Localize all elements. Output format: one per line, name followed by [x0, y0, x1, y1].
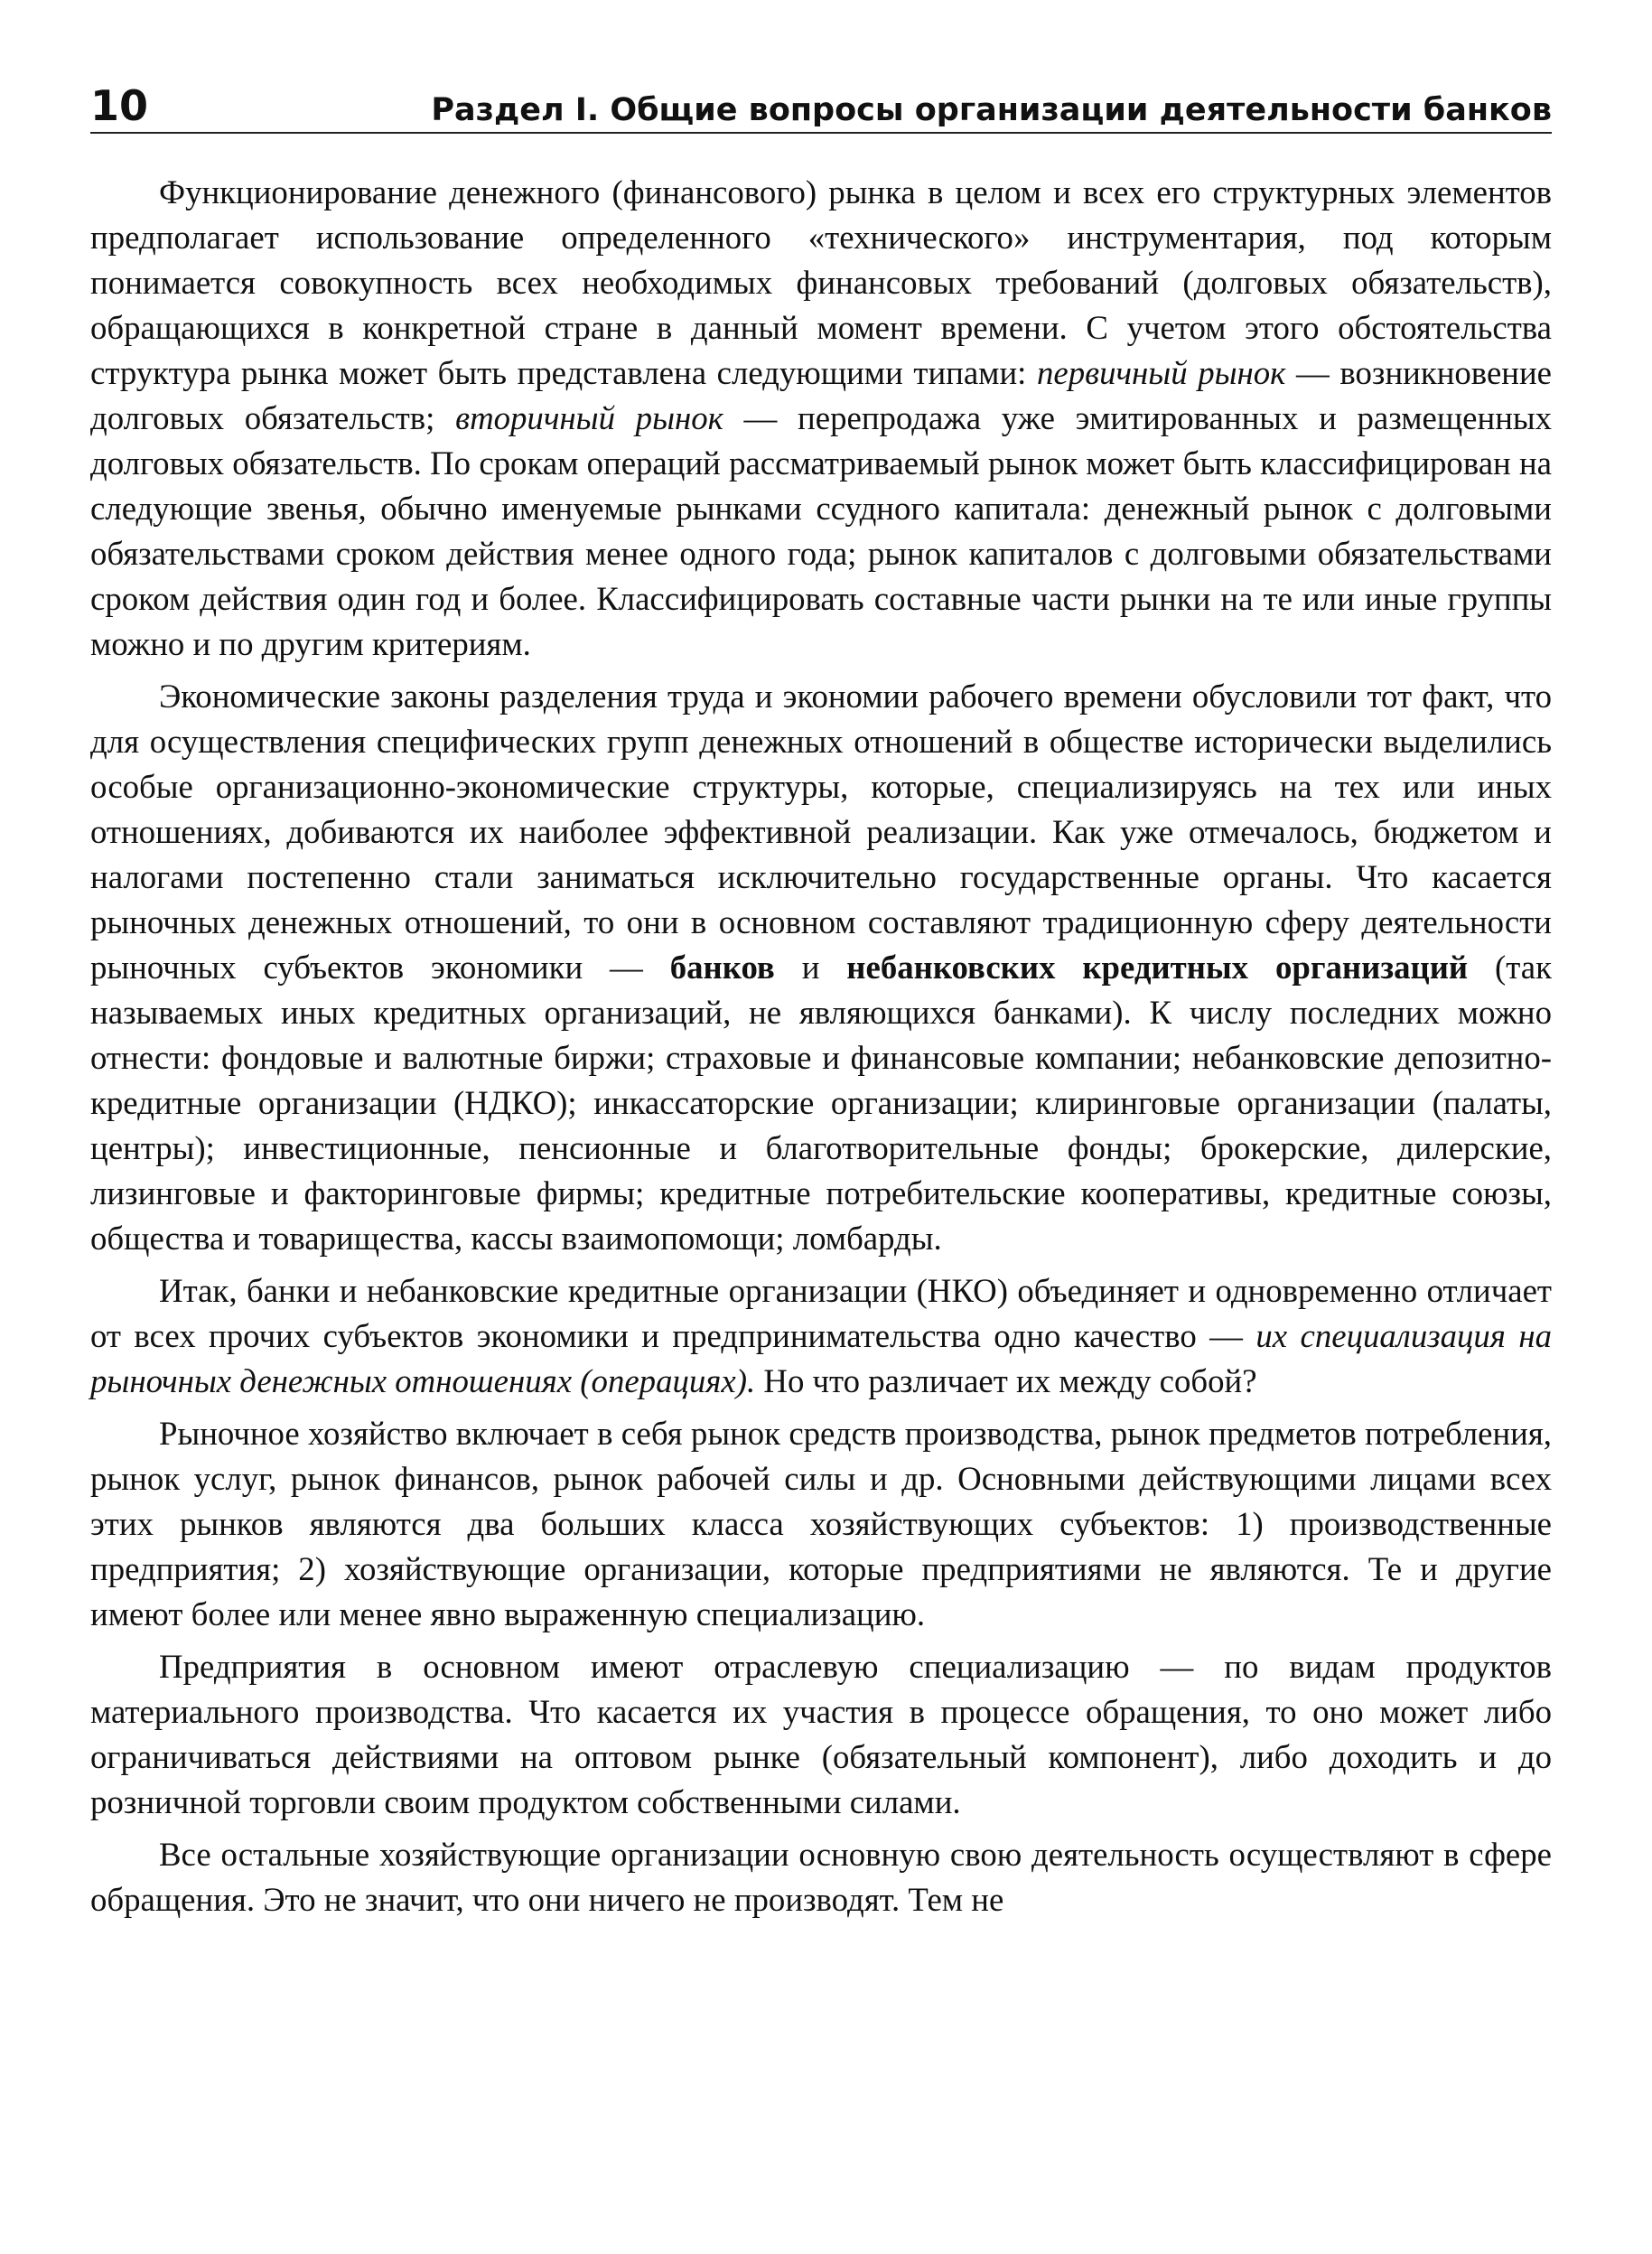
paragraph-6	[90, 1832, 1552, 1922]
paragraph-1	[90, 170, 1552, 667]
page-number: 10	[90, 81, 149, 130]
paragraph-3-text-b: Но что различает их между собой?	[755, 1362, 1257, 1399]
paragraph-3-text-a: Итак, банки и небанковские кредитные организации (НКО) объединяет и одновременно отличает от всех прочих субъектов экономики и предпринимательства одно качество —	[90, 1272, 1552, 1354]
paragraph-1-text-a: Функционирование денежного (финансового) рынка в целом и всех его структурных элементов предполагает использование определенного «технического» инструментария, под которым понимается совокупность всех необходимых финансовых требований (долговых обязательств), обращающихся в конкретной стране в данный момент времени. С учетом этого обстоятельства структура рынка может быть представлена следующими типами:	[90, 173, 1552, 391]
term-specialization: их специализация на рыночных денежных отношениях (операциях).	[90, 1317, 1552, 1399]
paragraph-2-text-b: и	[774, 949, 847, 986]
paragraph-5-text: Предприятия в основном имеют отраслевую специализацию — по видам продуктов материального производства. Что касается их участия в процессе обращения, то оно может либо ограничиваться действиями на оптовом рынке (обязательный компонент), либо доходить и до розничной торговли своим продуктом собственными силами.	[90, 1648, 1552, 1820]
term-non-bank-credit-organizations: небанковских кредитных организаций	[846, 949, 1469, 986]
paragraph-5	[90, 1644, 1552, 1825]
paragraph-4	[90, 1411, 1552, 1637]
term-primary-market: первичный рынок	[1036, 354, 1286, 391]
term-banks: банков	[669, 949, 775, 986]
paragraph-2	[90, 674, 1552, 1261]
term-secondary-market: вторичный рынок	[455, 399, 723, 436]
section-title: Раздел I. Общие вопросы организации деятельности банков	[431, 92, 1552, 128]
running-header	[90, 63, 1552, 134]
paragraph-3	[90, 1268, 1552, 1404]
paragraph-6-text: Все остальные хозяйствующие организации основную свою деятельность осуществляют в сфере обращения. Это не значит, что они ничего не производят. Тем не	[90, 1836, 1552, 1918]
body-text	[90, 170, 1552, 1922]
paragraph-2-text-a: Экономические законы разделения труда и экономии рабочего времени обусловили тот факт, что для осуществления специфических групп денежных отношений в обществе исторически выделились особые организационно-экономические структуры, которые, специализируясь на тех или иных отношениях, добиваются их наиболее эффективной реализации. Как уже отмечалось, бюджетом и налогами постепенно стали заниматься исключительно государственные органы. Что касается рыночных денежных отношений, то они в основном составляют традиционную сферу деятельности рыночных субъектов экономики —	[90, 678, 1552, 986]
paragraph-4-text: Рыночное хозяйство включает в себя рынок средств производства, рынок предметов потребления, рынок услуг, рынок финансов, рынок рабочей силы и др. Основными действующими лицами всех этих рынков являются два больших класса хозяйствующих субъектов: 1) производственные предприятия; 2) хозяйствующие организации, которые предприятиями не являются. Те и другие имеют более или менее явно выраженную специализацию.	[90, 1415, 1552, 1632]
book-page	[90, 63, 1552, 1930]
paragraph-2-text-c: (так называемых иных кредитных организаций, не являющихся банками). К числу последних можно отнести: фондовые и валютные биржи; страховые и финансовые компании; небанковские депозитно-кредитные организации (НДКО); инкассаторские организации; клиринговые организации (палаты, центры); инвестиционные, пенсионные и благотворительные фонды; брокерские, дилерские, лизинговые и факторинговые фирмы; кредитные потребительские кооперативы, кредитные союзы, общества и товарищества, кассы взаимопомощи; ломбарды.	[90, 949, 1552, 1257]
paragraph-1-text-b: — возникновение долговых обязательств;	[90, 354, 1553, 436]
paragraph-1-text-c: — перепродажа уже эмитированных и размещенных долговых обязательств. По срокам операций рассматриваемый рынок может быть классифицирован на следующие звенья, обычно именуемые рынками ссудного капитала: денежный рынок с долговыми обязательствами сроком действия менее одного года; рынок капиталов с долговыми обязательствами сроком действия один год и более. Классифицировать составные части рынки на те или иные группы можно и по другим критериям.	[90, 399, 1553, 662]
